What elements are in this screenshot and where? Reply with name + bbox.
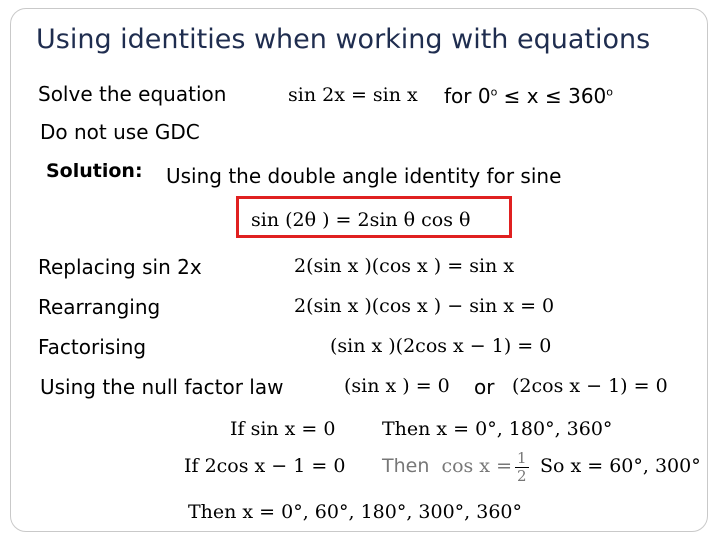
step-expr-factorising: (sin x )(2cos x − 1) = 0 — [330, 335, 552, 357]
solution-label: Solution: — [46, 160, 143, 182]
problem-equation: sin 2x = sin x — [288, 84, 418, 106]
null-factor-or: or — [474, 375, 495, 399]
case1-if: If sin x = 0 — [230, 418, 336, 440]
slide-title: Using identities when working with equations — [36, 24, 651, 55]
null-factor-right: (2cos x − 1) = 0 — [512, 375, 668, 397]
case2-if: If 2cos x − 1 = 0 — [184, 455, 346, 477]
one-half-fraction: $\frac{1}{2}$ — [516, 449, 527, 485]
null-factor-left: (sin x ) = 0 — [344, 375, 450, 397]
identity-formula: sin (2θ ) = 2sin θ cos θ — [251, 209, 471, 231]
null-factor-label: Using the null factor law — [40, 375, 284, 399]
problem-label: Solve the equation — [38, 82, 227, 106]
step-label-factorising: Factorising — [38, 335, 147, 359]
step-expr-rearranging: 2(sin x )(cos x ) − sin x = 0 — [294, 295, 555, 317]
step-expr-replacing: 2(sin x )(cos x ) = sin x — [294, 255, 515, 277]
final-answer: Then x = 0°, 60°, 180°, 300°, 360° — [188, 501, 523, 523]
case2-then: Then cos x = $\frac{1}{2}$ — [382, 449, 527, 485]
solution-text: Using the double angle identity for sine — [166, 164, 562, 188]
identity-box — [236, 196, 512, 238]
step-label-replacing: Replacing sin 2x — [38, 255, 202, 279]
case2-so: So x = 60°, 300° — [540, 455, 701, 477]
problem-note: Do not use GDC — [40, 120, 200, 144]
step-label-rearranging: Rearranging — [38, 295, 161, 319]
case1-then: Then x = 0°, 180°, 360° — [382, 418, 613, 440]
problem-domain: for $0^o \le x \le 360^o$ — [444, 84, 614, 108]
